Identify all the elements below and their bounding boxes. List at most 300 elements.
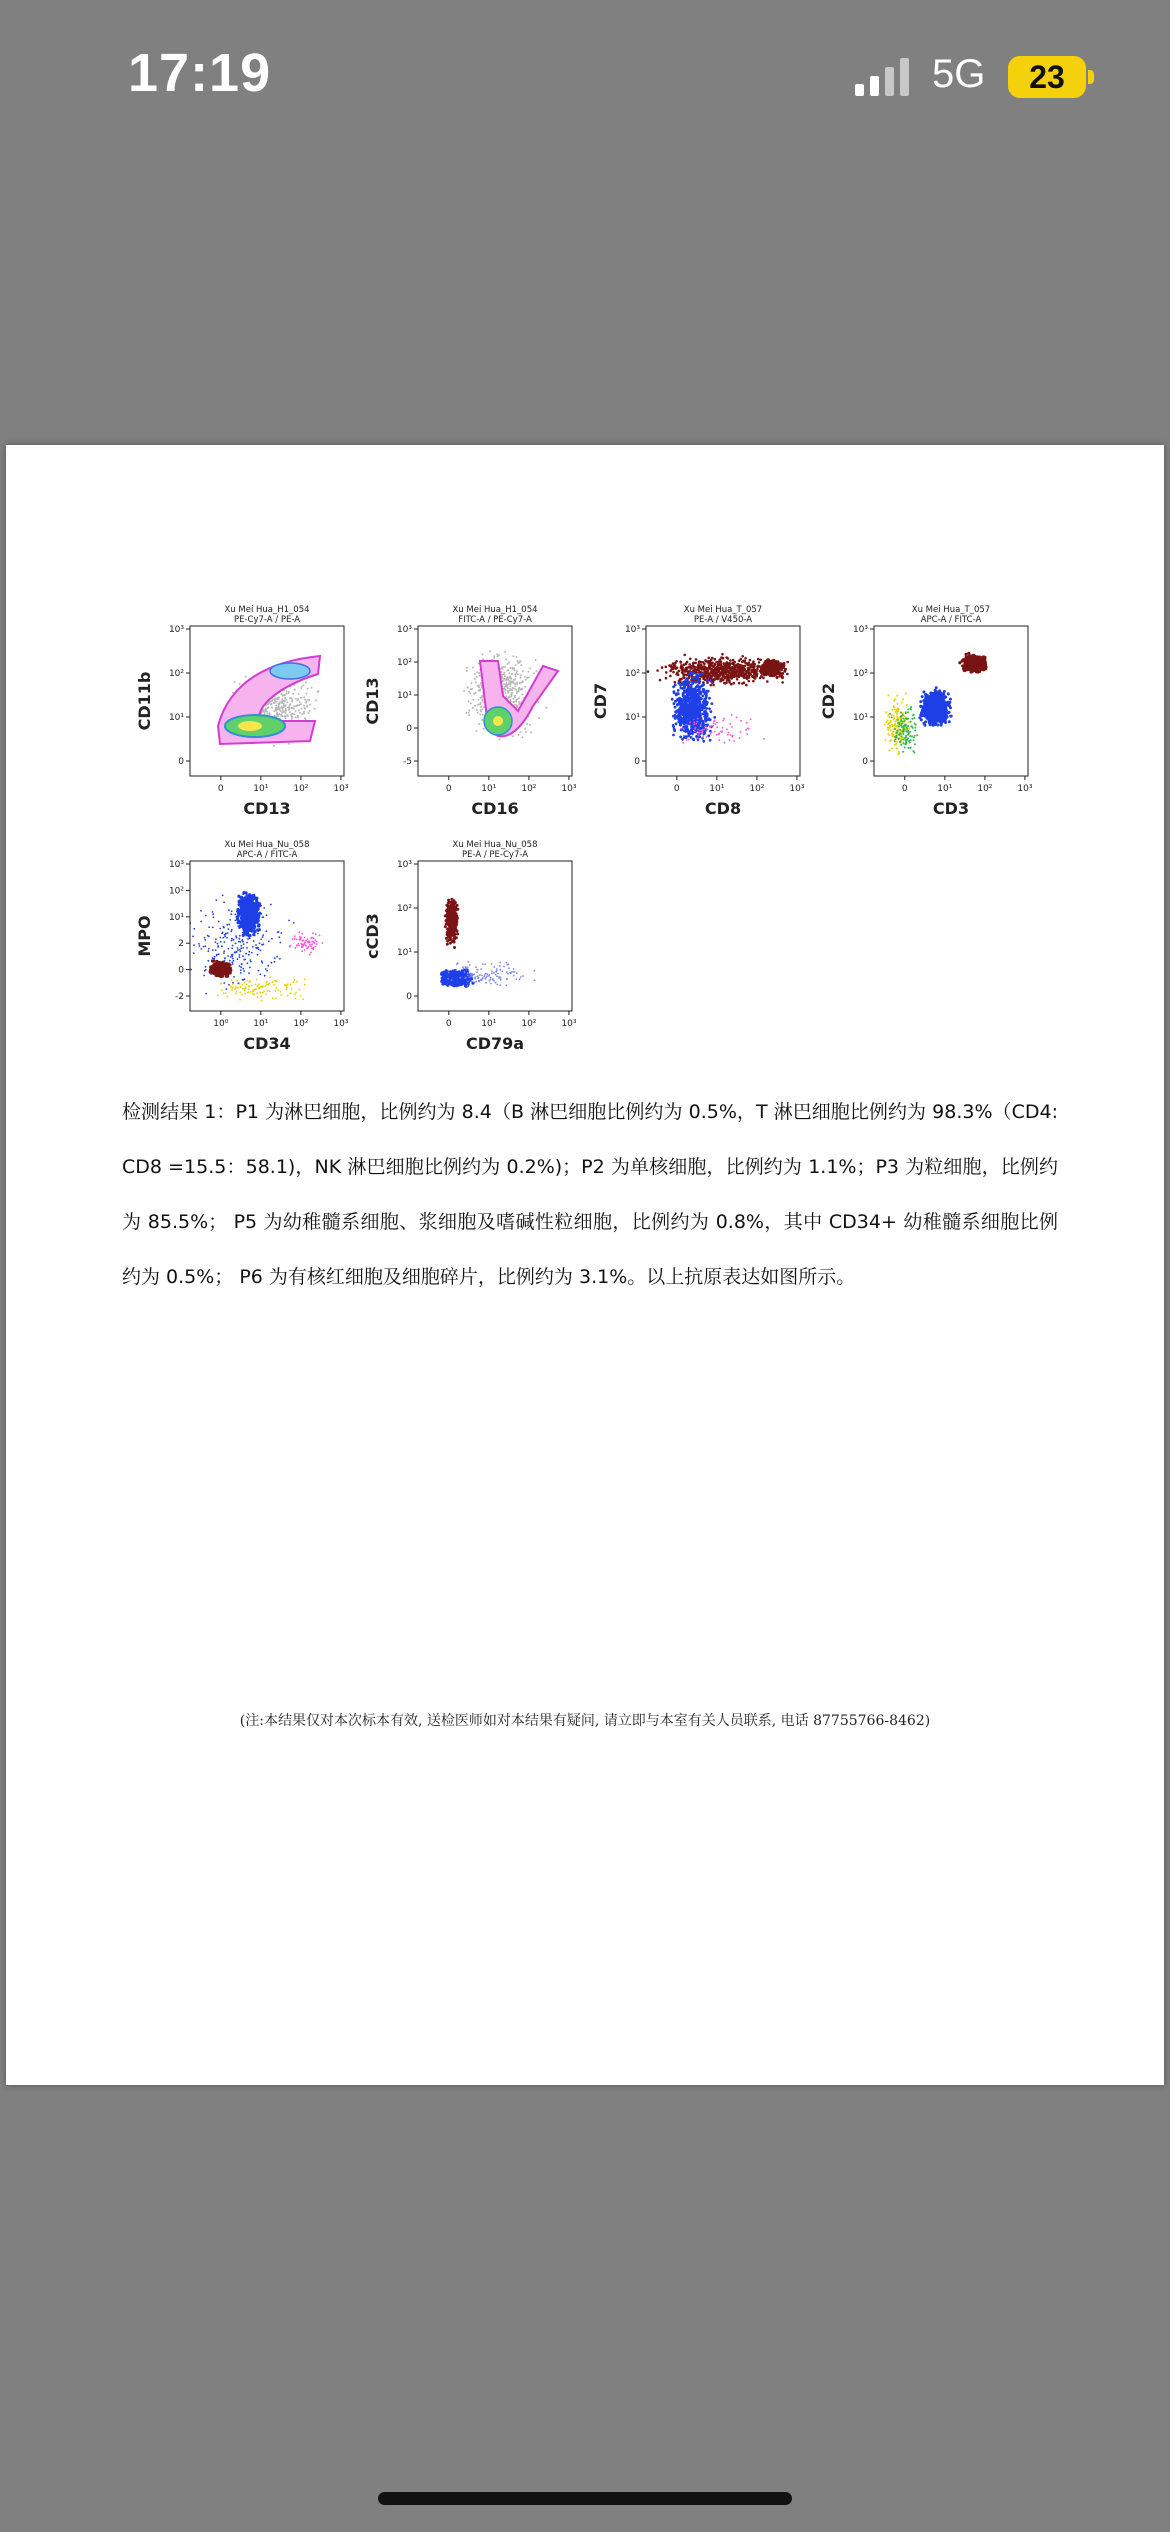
event-dot: [244, 990, 246, 992]
event-dot: [691, 732, 694, 735]
event-dot: [199, 945, 201, 947]
event-dot: [705, 703, 708, 706]
event-dot: [257, 954, 259, 956]
x-tick-label: 10²: [521, 784, 537, 794]
event-dot: [721, 653, 724, 656]
event-dot: [747, 727, 749, 729]
event-dot: [887, 715, 889, 717]
event-dot: [726, 674, 729, 677]
event-dot: [288, 691, 290, 693]
event-dot: [235, 913, 237, 915]
event-dot: [475, 730, 477, 732]
y-tick-label: 10²: [624, 669, 640, 679]
event-dot: [752, 675, 755, 678]
event-dot: [712, 674, 715, 677]
event-dot: [224, 958, 226, 960]
event-dot: [233, 976, 235, 978]
event-dot: [506, 676, 508, 678]
event-dot: [731, 736, 733, 738]
event-dot: [296, 981, 298, 983]
event-dot: [526, 723, 528, 725]
event-dot: [894, 709, 896, 711]
plot-subtitle: APC-A / FITC-A: [236, 850, 298, 860]
event-dot: [280, 932, 282, 934]
event-dot: [287, 714, 289, 716]
event-dot: [265, 968, 267, 970]
event-dot: [514, 696, 516, 698]
x-tick-label: 10²: [749, 784, 765, 794]
event-dot: [907, 718, 909, 720]
event-dot: [220, 983, 222, 985]
event-dot: [278, 703, 280, 705]
event-dot: [301, 713, 303, 715]
event-dot: [503, 672, 505, 674]
event-dot: [223, 952, 225, 954]
event-dot: [746, 722, 748, 724]
event-dot: [267, 713, 269, 715]
event-dot: [710, 668, 713, 671]
event-dot: [502, 679, 504, 681]
event-dot: [912, 714, 914, 716]
event-dot: [293, 981, 295, 983]
event-dot: [238, 938, 240, 940]
event-dot: [903, 718, 905, 720]
event-dot: [748, 680, 751, 683]
event-dot: [681, 704, 684, 707]
event-dot: [965, 653, 968, 656]
event-dot: [780, 675, 783, 678]
x-tick-label: 10³: [561, 784, 577, 794]
event-dot: [907, 725, 909, 727]
event-dot: [691, 673, 694, 676]
event-dot: [282, 707, 284, 709]
event-dot: [241, 963, 243, 965]
event-dot: [271, 699, 273, 701]
event-dot: [929, 703, 932, 706]
event-dot: [715, 661, 718, 664]
event-dot: [937, 716, 940, 719]
event-dot: [694, 730, 696, 732]
event-dot: [476, 676, 478, 678]
event-dot: [699, 697, 702, 700]
event-dot: [680, 728, 682, 730]
event-dot: [253, 940, 255, 942]
event-dot: [687, 691, 690, 694]
event-dot: [283, 705, 285, 707]
event-dot: [776, 676, 779, 679]
event-dot: [508, 677, 510, 679]
event-dot: [207, 935, 209, 937]
event-dot: [270, 904, 272, 906]
event-dot: [277, 697, 279, 699]
event-dot: [465, 712, 467, 714]
event-dot: [684, 730, 687, 733]
event-dot: [212, 913, 214, 915]
event-dot: [703, 698, 706, 701]
event-dot: [674, 684, 677, 687]
event-dot: [668, 664, 671, 667]
event-dot: [521, 693, 523, 695]
event-dot: [887, 720, 889, 722]
event-dot: [704, 719, 707, 722]
event-dot: [508, 690, 510, 692]
event-dot: [921, 695, 924, 698]
event-dot: [262, 992, 264, 994]
event-dot: [679, 698, 682, 701]
event-dot: [242, 947, 244, 949]
x-tick-label: 0: [901, 784, 908, 794]
event-dot: [682, 676, 685, 679]
event-dot: [739, 737, 741, 739]
event-dot: [223, 982, 225, 984]
event-dot: [478, 686, 480, 688]
event-dot: [217, 943, 219, 945]
event-dot: [293, 705, 295, 707]
event-dot: [247, 938, 249, 940]
event-dot: [275, 990, 277, 992]
event-dot: [294, 993, 296, 995]
event-dot: [905, 741, 907, 743]
event-dot: [718, 733, 720, 735]
event-dot: [904, 715, 906, 717]
event-dot: [480, 697, 482, 699]
event-dot: [239, 941, 241, 943]
event-dot: [207, 950, 209, 952]
event-dot: [899, 729, 901, 731]
event-dot: [690, 706, 693, 709]
event-dot: [250, 961, 252, 963]
event-dot: [683, 735, 685, 737]
event-dot: [220, 941, 222, 943]
event-dot: [285, 699, 287, 701]
event-dot: [228, 928, 230, 930]
x-tick-label: 0: [445, 784, 452, 794]
event-dot: [232, 958, 234, 960]
event-dot: [261, 962, 263, 964]
event-dot: [218, 921, 220, 923]
event-dot: [516, 670, 518, 672]
event-dot: [516, 681, 518, 683]
event-dot: [509, 685, 511, 687]
event-dot: [278, 713, 280, 715]
event-dot: [743, 668, 746, 671]
event-dot: [260, 950, 262, 952]
event-dot: [226, 924, 228, 926]
event-dot: [247, 980, 249, 982]
event-dot: [678, 680, 681, 683]
event-dot: [280, 710, 282, 712]
event-dot: [303, 705, 305, 707]
event-dot: [295, 705, 297, 707]
event-dot: [521, 736, 523, 738]
event-dot: [516, 704, 518, 706]
event-dot: [291, 701, 293, 703]
event-dot: [926, 699, 929, 702]
event-dot: [894, 723, 896, 725]
event-dot: [896, 713, 898, 715]
event-dot: [314, 708, 316, 710]
event-dot: [888, 716, 890, 718]
event-dot: [733, 740, 735, 742]
event-dot: [240, 986, 242, 988]
event-dot: [546, 707, 548, 709]
event-dot: [891, 714, 893, 716]
event-dot: [713, 671, 716, 674]
event-dot: [270, 703, 272, 705]
event-dot: [703, 662, 706, 665]
event-dot: [749, 659, 752, 662]
event-dot: [519, 682, 521, 684]
event-dot: [767, 673, 770, 676]
event-dot: [307, 688, 309, 690]
plot-title: Xu Mei Hua_H1_054: [224, 605, 310, 615]
event-dot: [266, 981, 268, 983]
event-dot: [947, 692, 950, 695]
event-dot: [902, 714, 904, 716]
event-dot: [299, 701, 301, 703]
event-dot: [286, 690, 288, 692]
event-dot: [205, 966, 207, 968]
event-dot: [724, 682, 727, 685]
event-dot: [258, 987, 260, 989]
event-dot: [290, 992, 292, 994]
event-dot: [513, 655, 515, 657]
event-dot: [893, 700, 895, 702]
event-dot: [263, 990, 265, 992]
event-dot: [226, 988, 228, 990]
event-dot: [709, 725, 711, 727]
x-axis-label: CD8: [704, 799, 742, 818]
event-dot: [684, 670, 687, 673]
event-dot: [887, 727, 889, 729]
event-dot: [693, 705, 696, 708]
event-dot: [505, 695, 507, 697]
event-dot: [896, 695, 898, 697]
event-dot: [236, 980, 238, 982]
event-dot: [673, 702, 676, 705]
event-dot: [278, 936, 280, 938]
event-dot: [922, 690, 925, 693]
event-dot: [894, 728, 896, 730]
event-dot: [745, 684, 748, 687]
plot-subtitle: PE-A / V450-A: [693, 615, 753, 625]
event-dot: [705, 736, 707, 738]
event-dot: [482, 654, 484, 656]
event-dot: [703, 732, 706, 735]
event-dot: [235, 952, 237, 954]
event-dot: [728, 732, 730, 734]
event-dot: [907, 747, 909, 749]
event-dot: [905, 730, 907, 732]
event-dot: [904, 725, 906, 727]
event-dot: [285, 710, 287, 712]
event-dot: [507, 692, 509, 694]
event-dot: [757, 658, 760, 661]
event-dot: [963, 659, 966, 662]
event-dot: [730, 734, 732, 736]
event-dot: [679, 724, 682, 727]
event-dot: [898, 708, 900, 710]
x-tick-label: 10¹: [481, 784, 497, 794]
event-dot: [887, 723, 889, 725]
event-dot: [894, 740, 896, 742]
event-dot: [970, 670, 973, 673]
event-dot: [242, 968, 244, 970]
event-dot: [909, 742, 911, 744]
event-dot: [718, 673, 721, 676]
event-dot: [896, 726, 898, 728]
event-dot: [193, 944, 195, 946]
event-dot: [505, 692, 507, 694]
plot-title: Xu Mei Hua_H1_054: [452, 605, 538, 615]
event-dot: [476, 671, 478, 673]
event-dot: [245, 676, 247, 678]
event-dot: [269, 977, 271, 979]
event-dot: [247, 992, 249, 994]
event-dot: [704, 707, 707, 710]
event-dot: [705, 690, 708, 693]
event-dot: [260, 996, 262, 998]
event-dot: [468, 714, 470, 716]
event-dot: [249, 981, 251, 983]
event-dot: [902, 698, 904, 700]
event-dot: [751, 669, 754, 672]
y-axis-label: CD7: [591, 682, 610, 720]
y-tick-label: 0: [634, 757, 640, 767]
event-dot: [772, 659, 775, 662]
event-dot: [265, 993, 267, 995]
event-dot: [942, 703, 945, 706]
event-dot: [740, 658, 743, 661]
battery-nub: [1088, 70, 1094, 84]
event-dot: [937, 700, 940, 703]
event-dot: [934, 716, 937, 719]
event-dot: [223, 950, 225, 952]
event-dot: [463, 690, 465, 692]
event-dot: [710, 684, 713, 687]
event-dot: [235, 985, 237, 987]
event-dot: [262, 936, 264, 938]
event-dot: [752, 680, 755, 683]
event-dot: [914, 735, 916, 737]
plot-frame: [874, 626, 1028, 776]
event-dot: [709, 718, 712, 721]
event-dot: [676, 698, 679, 701]
event-dot: [520, 674, 522, 676]
event-dot: [483, 728, 485, 730]
event-dot: [276, 713, 278, 715]
event-dot: [510, 678, 512, 680]
battery-level: 23: [1029, 59, 1065, 95]
event-dot: [729, 659, 732, 662]
event-dot: [898, 738, 900, 740]
event-dot: [533, 672, 535, 674]
event-dot: [304, 978, 306, 980]
event-dot: [682, 692, 685, 695]
event-dot: [285, 693, 287, 695]
event-dot: [909, 735, 911, 737]
event-dot: [273, 745, 275, 747]
event-dot: [261, 1000, 263, 1002]
event-dot: [248, 988, 250, 990]
event-dot: [704, 659, 707, 662]
event-dot: [727, 734, 729, 736]
event-dot: [896, 747, 898, 749]
event-dot: [929, 692, 932, 695]
event-dot: [231, 989, 233, 991]
event-dot: [215, 899, 217, 901]
event-dot: [919, 705, 922, 708]
event-dot: [278, 705, 280, 707]
event-dot: [236, 937, 238, 939]
event-dot: [907, 711, 909, 713]
event-dot: [910, 721, 912, 723]
event-dot: [243, 943, 245, 945]
event-dot: [508, 661, 510, 663]
event-dot: [701, 730, 703, 732]
event-dot: [903, 742, 905, 744]
event-dot: [478, 723, 480, 725]
event-dot: [474, 705, 476, 707]
event-dot: [273, 702, 275, 704]
event-dot: [722, 720, 724, 722]
event-dot: [237, 982, 239, 984]
event-dot: [252, 991, 254, 993]
event-dot: [251, 985, 253, 987]
event-dot: [943, 690, 946, 693]
event-dot: [710, 733, 712, 735]
event-dot: [693, 692, 696, 695]
y-tick-label: 10³: [624, 625, 640, 635]
event-dot: [228, 909, 230, 911]
event-dot: [294, 979, 296, 981]
event-dot: [303, 696, 305, 698]
event-dot: [896, 741, 898, 743]
event-dot: [707, 728, 709, 730]
event-dot: [517, 706, 519, 708]
event-dot: [230, 931, 232, 933]
plot-subtitle: FITC-A / PE-Cy7-A: [458, 615, 532, 625]
y-axis-label: CD11b: [135, 671, 154, 731]
event-dot: [665, 671, 668, 674]
event-dot: [731, 670, 734, 673]
event-dot: [267, 706, 269, 708]
event-dot: [528, 676, 530, 678]
event-dot: [697, 734, 699, 736]
event-dot: [908, 728, 910, 730]
event-dot: [712, 725, 714, 727]
event-dot: [217, 946, 219, 948]
event-dot: [681, 669, 684, 672]
event-dot: [673, 729, 676, 732]
event-dot: [229, 919, 231, 921]
event-dot: [756, 665, 759, 668]
event-dot: [255, 988, 257, 990]
event-dot: [291, 718, 293, 720]
event-dot: [274, 961, 276, 963]
event-dot: [479, 690, 481, 692]
event-dot: [282, 711, 284, 713]
event-dot: [262, 934, 264, 936]
event-dot: [932, 711, 935, 714]
event-dot: [900, 712, 902, 714]
event-dot: [238, 941, 240, 943]
event-dot: [705, 711, 708, 714]
event-dot: [730, 673, 733, 676]
event-dot: [214, 956, 216, 958]
event-dot: [891, 716, 893, 718]
event-dot: [286, 986, 288, 988]
